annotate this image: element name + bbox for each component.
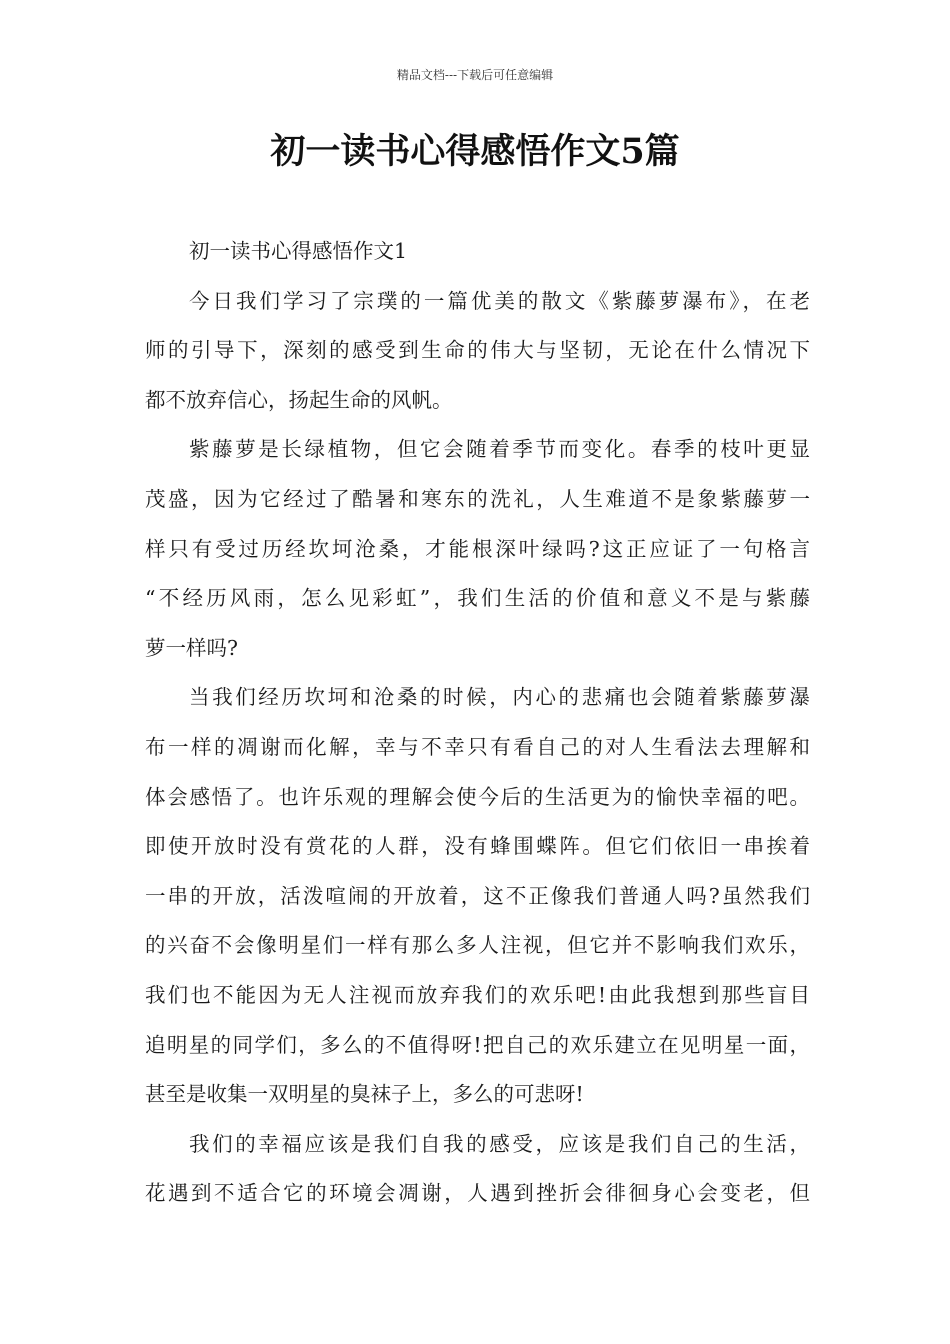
paragraph-3-line-6: 的兴奋不会像明星们一样有那么多人注视，但它并不影响我们欢乐， — [145, 933, 810, 958]
paragraph-1-line-1: 今日我们学习了宗璞的一篇优美的散文《紫藤萝瀑布》，在老 — [189, 288, 810, 313]
paragraph-3-line-3: 体会感悟了。也许乐观的理解会使今后的生活更为的愉快幸福的吧。 — [145, 784, 810, 809]
paragraph-3-line-2: 布一样的凋谢而化解，幸与不幸只有看自己的对人生看法去理解和 — [145, 734, 810, 759]
document-title: 初一读书心得感悟作文5篇 — [270, 131, 680, 172]
paragraph-3-line-4: 即使开放时没有赏花的人群，没有蜂围蝶阵。但它们依旧一串挨着 — [145, 834, 810, 859]
paragraph-2-line-4: “不经历风雨，怎么见彩虹”，我们生活的价值和意义不是与紫藤 — [145, 586, 810, 611]
paragraph-3-line-9: 甚至是收集一双明星的臭袜子上，多么的可悲呀! — [145, 1082, 584, 1107]
paragraph-1-line-2: 师的引导下，深刻的感受到生命的伟大与坚韧，无论在什么情况下 — [145, 338, 810, 363]
paragraph-2-line-1: 紫藤萝是长绿植物，但它会随着季节而变化。春季的枝叶更显 — [189, 437, 810, 462]
paragraph-3-line-7: 我们也不能因为无人注视而放弃我们的欢乐吧!由此我想到那些盲目 — [145, 982, 810, 1007]
paragraph-2-line-3: 样只有受过历经坎坷沧桑，才能根深叶绿吗?这正应证了一句格言 — [145, 536, 810, 561]
document-body — [145, 227, 810, 1219]
section-heading: 初一读书心得感悟作文1 — [189, 239, 408, 263]
paragraph-3-line-5: 一串的开放，活泼喧闹的开放着，这不正像我们普通人吗?虽然我们 — [145, 883, 810, 908]
paragraph-1-line-3: 都不放弃信心，扬起生命的风帆。 — [145, 387, 453, 412]
page-header: 精品文档---下载后可任意编辑 — [396, 68, 554, 82]
paragraph-2-line-5: 萝一样吗? — [145, 635, 238, 660]
paragraph-3-line-8: 追明星的同学们，多么的不值得呀!把自己的欢乐建立在见明星一面， — [145, 1032, 810, 1057]
paragraph-2-line-2: 茂盛，因为它经过了酷暑和寒东的洗礼，人生难道不是象紫藤萝一 — [145, 486, 810, 511]
paragraph-3-line-1: 当我们经历坎坷和沧桑的时候，内心的悲痛也会随着紫藤萝瀑 — [189, 685, 810, 710]
paragraph-4-line-1: 我们的幸福应该是我们自我的感受，应该是我们自己的生活， — [189, 1131, 810, 1156]
paragraph-4-line-2: 花遇到不适合它的环境会凋谢，人遇到挫折会徘徊身心会变老，但 — [145, 1181, 810, 1206]
